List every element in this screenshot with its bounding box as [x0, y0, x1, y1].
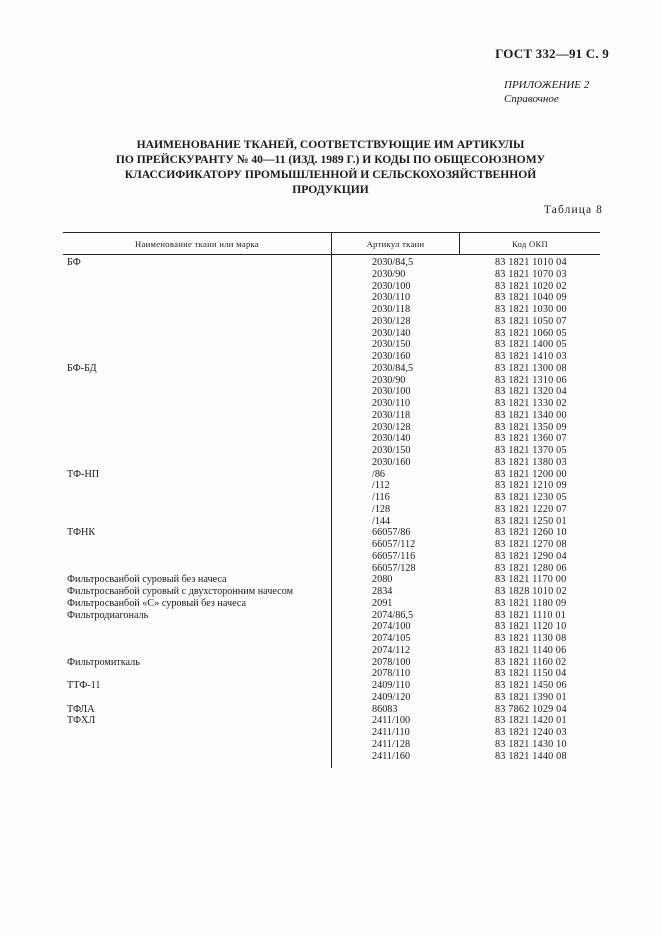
article-number: 2030/160 [372, 351, 411, 362]
column-header-name: Наименование ткани или марка [134, 239, 260, 249]
okp-code: 83 1821 1220 07 [495, 503, 567, 515]
title-line: КЛАССИФИКАТОРУ ПРОМЫШЛЕННОЙ И СЕЛЬСКОХОЗЯЙСТВЕННОЙ [124, 168, 537, 181]
table-row [0, 433, 661, 445]
table-row [0, 657, 661, 669]
table-row [0, 727, 661, 739]
okp-code: 83 1821 1250 01 [495, 515, 567, 527]
table-row [0, 504, 661, 516]
document-title [60, 137, 601, 197]
table-row [0, 680, 661, 692]
article-number: 66057/128 [372, 562, 416, 574]
okp-code: 83 1821 1130 08 [495, 633, 567, 644]
appendix-label: ПРИЛОЖЕНИЕ 2 [504, 79, 590, 91]
okp-code: 83 1821 1430 10 [495, 738, 567, 750]
table-row [0, 457, 661, 469]
article-number: 2074/105 [372, 633, 411, 644]
fabric-name: ТФ-НП [67, 468, 100, 480]
table-row [0, 363, 661, 375]
article-number: 2030/150 [372, 445, 411, 456]
okp-code: 83 1821 1450 06 [495, 680, 567, 691]
title-line: НАИМЕНОВАНИЕ ТКАНЕЙ, СООТВЕТСТВУЮЩИЕ ИМ АРТИКУЛЫ [136, 138, 525, 151]
table-row [0, 445, 661, 457]
article-number: 66057/112 [372, 539, 416, 550]
table-row [0, 598, 661, 610]
article-number: 2411/110 [372, 727, 410, 738]
article-number: 2074/112 [372, 644, 411, 656]
article-number: 2074/86,5 [372, 609, 414, 621]
article-number: 2030/118 [372, 409, 411, 421]
table-row [0, 563, 661, 575]
fabric-name: ТТФ-11 [67, 680, 101, 691]
article-number: 2080 [372, 574, 393, 586]
article-number: 2078/100 [372, 656, 411, 668]
table-row [0, 704, 661, 716]
okp-code: 83 1821 1300 08 [495, 362, 567, 374]
okp-code: 83 1821 1380 03 [495, 456, 567, 468]
table-row [0, 257, 661, 269]
okp-code: 83 1821 1240 03 [495, 727, 567, 738]
table-row [0, 398, 661, 410]
okp-code: 83 1821 1040 09 [495, 292, 567, 304]
table-row [0, 292, 661, 304]
table-row [0, 492, 661, 504]
table-row [0, 539, 661, 551]
table-row [0, 281, 661, 293]
table-row [0, 551, 661, 563]
fabric-name: Фильтросванбой суровый без начеса [67, 574, 227, 586]
okp-code: 83 1821 1320 04 [495, 386, 567, 398]
okp-code: 83 1821 1070 03 [495, 268, 567, 280]
table-row [0, 316, 661, 328]
table-row [0, 610, 661, 622]
okp-code: 83 1828 1010 02 [495, 586, 567, 597]
okp-code: 83 1821 1200 00 [495, 468, 567, 480]
article-number: 66057/116 [372, 550, 416, 562]
appendix-note: Справочное [504, 93, 559, 105]
article-number: 2030/128 [372, 421, 411, 433]
article-number: 2078/110 [372, 668, 411, 680]
table-row [0, 375, 661, 387]
okp-code: 83 1821 1030 00 [495, 304, 567, 315]
article-number: 2411/128 [372, 738, 411, 750]
article-number: 2409/110 [372, 680, 411, 691]
table-row [0, 410, 661, 422]
okp-code: 83 1821 1260 10 [495, 527, 567, 539]
okp-code: 83 1821 1160 02 [495, 656, 567, 668]
article-number: 2030/160 [372, 456, 411, 468]
table-row [0, 668, 661, 680]
okp-code: 83 1821 1210 09 [495, 480, 567, 492]
standard-number: ГОСТ 332—91 С. 9 [495, 46, 609, 61]
article-number: 2030/140 [372, 327, 411, 339]
fabric-name: Фильтромиткаль [67, 656, 140, 668]
okp-code: 83 1821 1140 06 [495, 644, 567, 656]
column-header-article: Артикул ткани [366, 239, 425, 249]
table-row [0, 304, 661, 316]
okp-code: 83 1821 1020 02 [495, 280, 567, 292]
article-number: /86 [372, 468, 386, 480]
title-line: ПО ПРЕЙСКУРАНТУ № 40—11 (ИЗД. 1989 Г.) И КОДЫ ПО ОБЩЕСОЮЗНОМУ [115, 153, 546, 166]
okp-code: 83 1821 1150 04 [495, 668, 567, 680]
okp-code: 83 1821 1330 02 [495, 398, 567, 409]
title-line: ПРОДУКЦИИ [292, 183, 369, 196]
okp-code: 83 1821 1310 06 [495, 374, 567, 386]
article-number: /112 [372, 480, 390, 492]
article-number: 2030/90 [372, 268, 406, 280]
fabric-name: Фильтросванбой суровый с двухсторонним начесом [67, 586, 294, 597]
okp-code: 83 1821 1420 01 [495, 715, 567, 727]
fabric-name: Фильтродиагональ [67, 609, 149, 621]
okp-code: 83 7862 1029 04 [495, 703, 567, 715]
fabric-name: ТФХЛ [67, 715, 96, 727]
table-row [0, 633, 661, 645]
article-number: /116 [372, 492, 390, 503]
article-number: 66057/86 [372, 527, 411, 539]
table-row [0, 692, 661, 704]
okp-code: 83 1821 1060 05 [495, 327, 567, 339]
table-row [0, 645, 661, 657]
article-number: 2834 [372, 586, 393, 597]
fabric-name: БФ [67, 257, 81, 268]
article-number: 2030/100 [372, 386, 411, 398]
article-number: 2030/84,5 [372, 257, 414, 268]
okp-code: 83 1821 1270 08 [495, 539, 567, 550]
table-row [0, 469, 661, 481]
okp-code: 83 1821 1370 05 [495, 445, 567, 456]
okp-code: 83 1821 1180 09 [495, 597, 567, 609]
article-number: 2030/110 [372, 292, 411, 304]
article-number: 2030/84,5 [372, 362, 414, 374]
table-row [0, 269, 661, 281]
table-row [0, 422, 661, 434]
okp-code: 83 1821 1120 10 [495, 621, 567, 633]
fabric-name: Фильтросванбой «С» суровый без начеса [67, 597, 247, 609]
table-row [0, 739, 661, 751]
article-number: 2030/100 [372, 280, 411, 292]
article-number: 2030/90 [372, 374, 406, 386]
okp-code: 83 1821 1400 05 [495, 339, 567, 351]
fabric-name: ТФНК [67, 527, 96, 539]
article-number: 2030/128 [372, 315, 411, 327]
article-number: 2091 [372, 597, 393, 609]
table-row [0, 516, 661, 528]
okp-code: 83 1821 1410 03 [495, 351, 567, 362]
table-row [0, 328, 661, 340]
article-number: 2409/120 [372, 691, 411, 703]
appendix-block [504, 78, 589, 106]
table-body [0, 257, 661, 762]
fabric-name: БФ-БД [67, 362, 97, 374]
article-number: 2074/100 [372, 621, 411, 633]
okp-code: 83 1821 1290 04 [495, 550, 567, 562]
article-number: 2411/100 [372, 715, 411, 727]
article-number: /144 [372, 515, 391, 527]
article-number: 2030/110 [372, 398, 411, 409]
article-number: /128 [372, 503, 391, 515]
article-number: 2030/150 [372, 339, 411, 351]
fabric-name: ТФЛА [67, 703, 95, 715]
okp-code: 83 1821 1010 04 [495, 257, 567, 268]
article-number: 2411/160 [372, 750, 411, 762]
article-number: 2030/118 [372, 304, 411, 315]
table-row [0, 751, 661, 763]
okp-code: 83 1821 1170 00 [495, 574, 567, 586]
okp-code: 83 1821 1350 09 [495, 421, 567, 433]
okp-code: 83 1821 1440 08 [495, 750, 567, 762]
table-row [0, 715, 661, 727]
okp-code: 83 1821 1110 01 [495, 609, 567, 621]
table-number: Таблица 8 [543, 204, 603, 216]
table-row [0, 527, 661, 539]
okp-code: 83 1821 1230 05 [495, 492, 567, 503]
article-number: 86083 [372, 703, 398, 715]
table-row [0, 621, 661, 633]
okp-code: 83 1821 1280 06 [495, 562, 567, 574]
okp-code: 83 1821 1340 00 [495, 409, 567, 421]
okp-code: 83 1821 1390 01 [495, 691, 567, 703]
table-row [0, 480, 661, 492]
okp-code: 83 1821 1360 07 [495, 433, 567, 445]
table-row [0, 586, 661, 598]
table-row [0, 386, 661, 398]
table-row [0, 351, 661, 363]
okp-code: 83 1821 1050 07 [495, 315, 567, 327]
article-number: 2030/140 [372, 433, 411, 445]
table-row [0, 339, 661, 351]
table-row [0, 574, 661, 586]
column-header-code: Код ОКП [511, 239, 549, 249]
